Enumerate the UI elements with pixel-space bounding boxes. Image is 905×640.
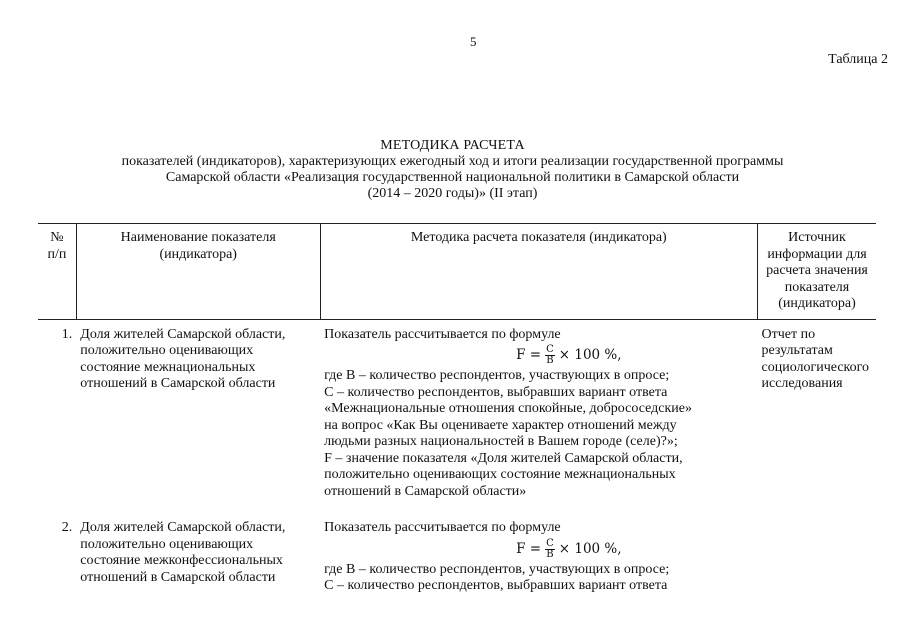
method-line: где B – количество респондентов, участвующих в опросе; <box>324 368 670 383</box>
formula-denominator: B <box>546 355 554 366</box>
method-line: где B – количество респондентов, участвующих в опросе; <box>324 561 670 577</box>
row-number: 2. <box>61 520 73 535</box>
information-source <box>758 520 877 595</box>
method-line: F – значение показателя «Доля жителей Самарской области, <box>324 450 683 466</box>
page-number: 5 <box>470 34 477 49</box>
indicator-name-line: состояние межнациональных <box>80 359 256 375</box>
header-source-line: расчета значения <box>766 263 868 278</box>
header-method-line: Методика расчета показателя (индикатора) <box>410 230 667 245</box>
formula-intro: Показатель рассчитывается по формуле <box>324 326 561 342</box>
table-row <box>38 520 876 595</box>
formula-numerator: C <box>546 344 554 355</box>
table-header-row <box>38 224 876 320</box>
title-main: МЕТОДИКА РАСЧЕТА <box>380 138 525 153</box>
header-method <box>320 224 757 320</box>
header-source <box>758 224 877 320</box>
indicator-name-line: отношений в Самарской области <box>80 376 276 391</box>
indicator-name-line: состояние межконфессиональных <box>80 553 283 568</box>
source-line: результатам <box>761 343 833 358</box>
method-line: «Межнациональные отношения спокойные, добрососедские» <box>324 401 692 416</box>
methodology-table <box>38 223 876 595</box>
row-number: 1. <box>61 326 73 342</box>
header-num-line: п/п <box>47 246 67 262</box>
formula <box>384 344 753 366</box>
indicator-name-line: отношений в Самарской области <box>80 569 276 585</box>
header-source-line: Источник <box>788 230 846 245</box>
method-line: положительно оценивающих состояние межнациональных <box>324 467 676 482</box>
header-name <box>76 224 320 320</box>
indicator-name <box>76 520 320 595</box>
header-name-line: Наименование показателя <box>120 230 276 245</box>
indicator-name <box>76 319 320 520</box>
source-line: исследования <box>761 376 843 391</box>
header-num-line: № <box>50 230 64 245</box>
title-line-3: (2014 – 2020 годы)» (II этап) <box>367 186 538 201</box>
formula-rhs: × 100 %, <box>558 347 622 363</box>
document-title <box>40 138 865 202</box>
title-line-1: показателей (индикаторов), характеризующих ежегодный ход и итоги реализации государственной программы <box>121 154 784 169</box>
source-line: социологического <box>761 359 870 375</box>
methodology-table-container <box>38 223 876 595</box>
formula-intro: Показатель рассчитывается по формуле <box>324 520 561 535</box>
formula-denominator: B <box>546 548 554 560</box>
method-line: C – количество респондентов, выбравших вариант ответа <box>324 384 668 400</box>
method-line: людьми разных национальностей в Вашем городе (селе)?»; <box>324 434 678 449</box>
formula-rhs: × 100 %, <box>558 540 622 557</box>
table-row <box>38 319 876 520</box>
formula-lhs: F = <box>516 540 542 557</box>
table-label: Таблица 2 <box>828 52 888 67</box>
method-line: на вопрос «Как Вы оцениваете характер отношений между <box>324 417 677 433</box>
header-name-line: (индикатора) <box>159 246 237 262</box>
header-num <box>38 224 76 320</box>
indicator-name-line: Доля жителей Самарской области, <box>80 520 286 535</box>
indicator-name-line: положительно оценивающих <box>80 343 254 358</box>
formula-numerator: C <box>546 537 554 549</box>
header-source-line: (индикатора) <box>778 296 856 311</box>
source-line: Отчет по <box>761 326 816 342</box>
formula-fraction <box>545 345 555 366</box>
title-line-2: Самарской области «Реализация государственной национальной политики в Самарской области <box>165 170 740 185</box>
calculation-method <box>320 520 757 595</box>
header-source-line: информации для <box>767 246 867 262</box>
header-source-line: показателя <box>784 279 850 295</box>
indicator-name-line: положительно оценивающих <box>80 536 254 552</box>
indicator-name-line: Доля жителей Самарской области, <box>80 326 286 342</box>
formula <box>384 538 753 560</box>
formula-lhs: F = <box>516 347 542 363</box>
calculation-method <box>320 319 757 520</box>
method-line: C – количество респондентов, выбравших вариант ответа <box>324 578 668 593</box>
information-source <box>758 319 877 520</box>
formula-fraction <box>545 539 555 560</box>
method-line: отношений в Самарской области» <box>324 483 527 499</box>
